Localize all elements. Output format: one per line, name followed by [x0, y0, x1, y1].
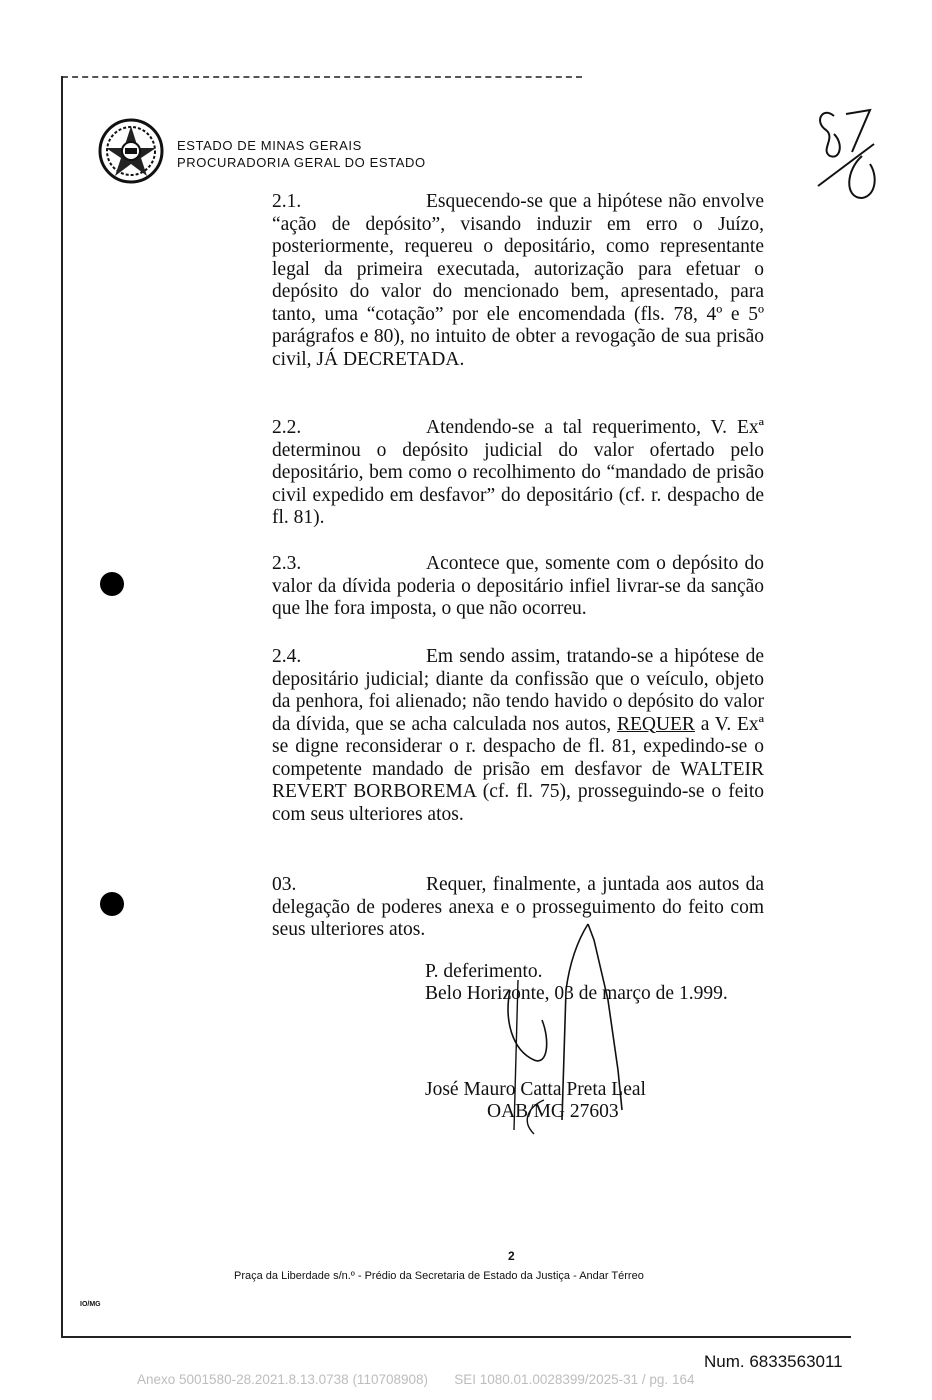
punch-hole-mark — [100, 892, 124, 916]
closing-place-date: Belo Horizonte, 03 de março de 1.999. — [425, 983, 728, 1004]
signer-oab: OAB/MG 27603 — [487, 1101, 619, 1122]
paragraph-number: 2.2. — [272, 417, 302, 438]
letterhead-office: PROCURADORIA GERAL DO ESTADO — [177, 155, 426, 170]
paragraph-2-3 — [272, 553, 764, 621]
annex-reference-stamp: Anexo 5001580-28.2021.8.13.0738 (110708908) SEI 1080.01.0028399/2025-31 / pg. 164 — [137, 1372, 695, 1387]
page-number: 2 — [508, 1249, 515, 1263]
paragraph-text: do valor da dívida poderia o depositário infiel livrar-se da sanção que lhe fora imposta, o que não ocorreu. — [272, 553, 764, 619]
paragraph-number: 2.1. — [272, 191, 302, 212]
paragraph-2-1 — [272, 191, 764, 371]
paragraph-number: 03. — [272, 874, 297, 895]
letterhead — [177, 137, 426, 171]
paragraph-first-line: Esquecendo-se que a hipótese não — [426, 191, 697, 212]
signer-block — [425, 1079, 646, 1123]
paragraph-text: envolve “ação de depósito”, visando induzir em erro o Juízo, posteriormente, requereu o depositário, como representante legal da primeira executada, autorização para efetuar o depósito do valor do mencionado bem, apresentado, para tanto, uma “cotação” por ele encomendada (fls. 78, 4º e 5º parágrafos e 80), no intuito de obter a revogação de sua prisão civil, JÁ DECRETADA. — [272, 191, 764, 370]
closing-request: P. deferimento. — [425, 961, 543, 982]
bottom-border-line — [61, 1336, 851, 1338]
paragraph-2-4 — [272, 646, 764, 826]
letterhead-state: ESTADO DE MINAS GERAIS — [177, 138, 362, 153]
paragraph-text: de depositário judicial; diante da confissão que o veículo, objeto da penhora, foi alienado; não tendo havido o depósito do valor da dívida, que se acha calculada nos autos, — [272, 646, 764, 735]
paragraph-text: da delegação de poderes anexa e o prosseguimento do feito com seus ulteriores atos. — [272, 874, 764, 940]
state-coat-of-arms-seal — [98, 118, 164, 184]
top-border-line — [62, 76, 582, 78]
paragraph-text: Exª determinou o depósito judicial do valor ofertado pelo depositário, bem como o recolhimento do “mandado de prisão civil expedido em desfavor” do depositário (cf. r. despacho de fl. 81). — [272, 417, 764, 528]
left-border-line — [61, 76, 63, 1337]
document-number-stamp: Num. 6833563011 — [704, 1352, 843, 1371]
paragraph-first-line: Requer, finalmente, a juntada aos autos — [426, 874, 740, 895]
footer-address: Praça da Liberdade s/n.º - Prédio da Secretaria de Estado da Justiça - Andar Térreo — [234, 1270, 644, 1282]
punch-hole-mark — [100, 572, 124, 596]
paragraph-2-2 — [272, 417, 764, 530]
requer-emphasis: REQUER — [616, 713, 695, 735]
form-code: IO/MG — [80, 1301, 101, 1308]
paragraph-number: 2.4. — [272, 646, 302, 667]
paragraph-first-line: Acontece que, somente com o depósito — [426, 553, 739, 574]
handwritten-page-annotation — [812, 100, 892, 210]
paragraph-text-continued: a V. Exª se digne reconsiderar o r. despacho de fl. 81, expedindo-se o competente mandado de prisão em desfavor de WALTEIR REVERT BORBOREMA (cf. fl. 75), prosseguindo-se o feito com seus ulteriores atos. — [272, 713, 765, 825]
paragraph-number: 2.3. — [272, 553, 302, 574]
paragraph-first-line: Em sendo assim, tratando-se a hipótese — [426, 646, 740, 667]
signer-name: José Mauro Catta Preta Leal — [425, 1079, 646, 1100]
paragraph-first-line: Atendendo-se a tal requerimento, V. — [426, 417, 728, 438]
